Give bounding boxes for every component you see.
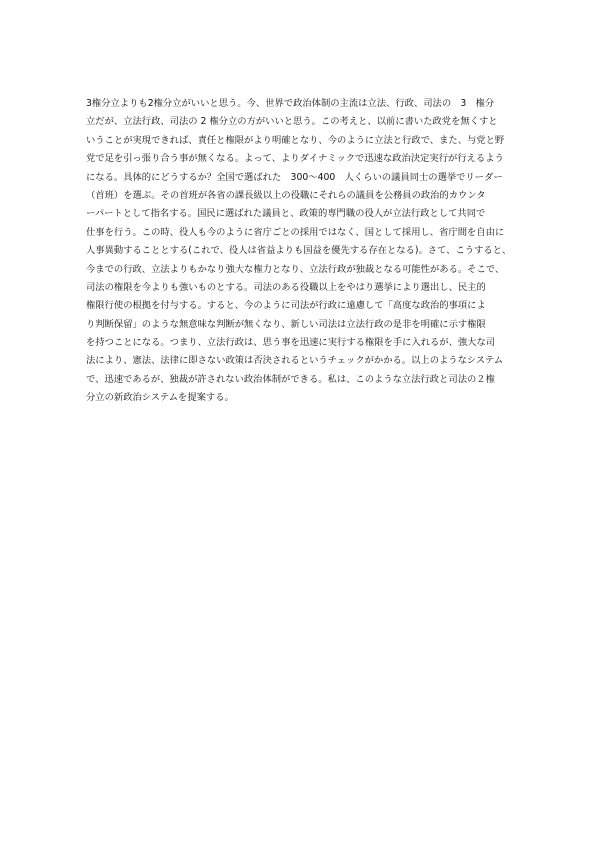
text-line: 司法の権限を今よりも強いものとする。司法のある役職以上をやはり選挙により選出し、民主的 — [86, 281, 486, 293]
text-line: で、迅速であるが、独裁が許されない政治体制ができる。私は、このような立法行政と司法の２権 — [86, 373, 495, 385]
text-line: いうことが実現できれば、責任と権限がより明確となり、今のように立法と行政で、また、与党と野 — [86, 134, 505, 146]
text-line: 3権分立よりも2権分立がいいと思う。今、世界で政治体制の主流は立法、行政、司法の 3 権分 — [86, 98, 495, 109]
text-line: を持つことになる。つまり、立法行政は、思う事を迅速に実行する権限を手に入れるが、強大な司 — [86, 337, 496, 349]
text-line: になる。具体的にどうするか？全国で選ばれた 300～400 人くらいの議員同士の選挙でリーダー — [86, 171, 503, 183]
text-line: 仕事を行う。この時、役人も今のように省庁ごとの採用ではなく、国として採用し、省庁間を自由に — [86, 226, 505, 238]
text-line: り判断保留」のような無意味な判断が無くなり、新しい司法は立法行政の是非を明確に示す権限 — [86, 318, 486, 330]
body-text — [86, 95, 516, 408]
text-line: 法により、憲法、法律に即さない政策は否決されるというチェックがかかる。以上のようなシステム — [86, 355, 504, 367]
text-line: 立だが、立法行政、司法の 2 権分立の方がいいと思う。この考えと、以前に書いた政党を無くすと — [86, 116, 498, 128]
text-line: 党で足を引っ張り合う事が無くなる。よって、よりダイナミックで迅速な政治決定実行が行えるよう — [86, 153, 504, 165]
text-line: 今までの行政、立法よりもかなり強大な権力となり、立法行政が独裁となる可能性がある。そこで、 — [86, 263, 505, 275]
text-line: （首班）を選ぶ。その首班が各省の課長級以上の役職にそれらの議員を公務員の政治的カウンタ — [86, 189, 486, 201]
text-line: 人事異動することとする(これで、役人は省益よりも国益を優先する存在となる)。さて、こうすると、 — [86, 245, 512, 257]
text-line: 権限行使の根拠を付与する。すると、今のように司法が行政に遠慮して「高度な政治的事項によ — [86, 300, 486, 312]
text-line: 分立の新政治システムを提案する。 — [86, 392, 234, 404]
text-line: ーパートとして指名する。国民に選ばれた議員と、政策的専門職の役人が立法行政として共同で — [86, 208, 486, 220]
